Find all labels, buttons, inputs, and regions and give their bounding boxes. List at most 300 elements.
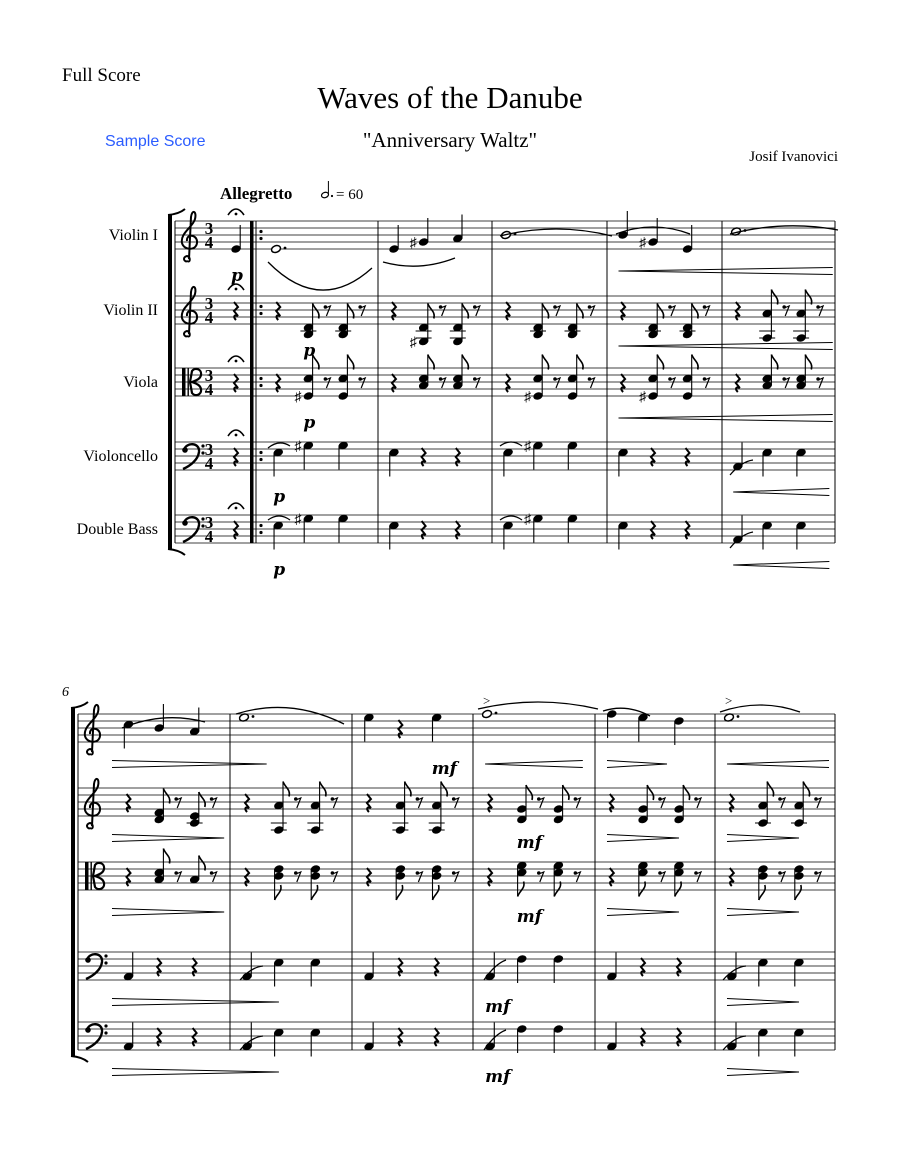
note	[638, 713, 649, 742]
time-signature-numerator: 3	[204, 513, 214, 532]
eighth-flag	[657, 355, 663, 370]
hairpin-line	[112, 764, 267, 768]
dynamic-marking: mf	[431, 759, 458, 779]
repeat-dot	[259, 377, 262, 380]
bass-clef-icon	[182, 444, 204, 469]
repeat-dot	[259, 230, 262, 233]
chord	[271, 782, 290, 835]
sharp-accidental: ♯	[294, 439, 302, 455]
eighth-rest-icon	[670, 306, 675, 316]
chord	[553, 785, 569, 824]
eighth-rest-icon	[705, 378, 710, 388]
instrument-name: Double Bass	[76, 521, 158, 538]
repeat-dot	[259, 312, 262, 315]
hairpin-line	[619, 346, 833, 350]
note	[606, 1023, 617, 1052]
note	[389, 521, 400, 550]
note	[273, 958, 284, 987]
hairpin-line	[112, 1069, 279, 1073]
diminuendo-hairpin	[607, 909, 679, 916]
chord	[567, 355, 583, 401]
hairpin-line	[733, 562, 829, 566]
note	[524, 513, 543, 543]
crescendo-hairpin	[619, 268, 833, 275]
instrument-name: Violin II	[103, 302, 158, 319]
eighth-flag	[275, 885, 281, 900]
eighth-rest-icon	[780, 872, 785, 882]
eighth-rest-icon	[590, 378, 595, 388]
diminuendo-hairpin	[727, 1069, 799, 1076]
note	[410, 218, 429, 251]
hairpin-line	[727, 835, 799, 839]
note	[524, 440, 543, 470]
note	[338, 441, 349, 470]
chord	[639, 355, 664, 406]
chord	[680, 304, 699, 340]
eighth-rest-icon	[696, 798, 701, 808]
slur	[730, 226, 838, 234]
tempo-marking: Allegretto	[220, 184, 293, 203]
dynamic-marking: mf	[516, 907, 543, 927]
note	[674, 716, 685, 745]
bass-clef-icon	[85, 954, 107, 979]
bass-clef-dot	[201, 451, 204, 454]
note	[503, 448, 514, 477]
time-signature-numerator: 3	[204, 294, 214, 313]
diminuendo-hairpin	[727, 999, 799, 1006]
diminuendo-hairpin	[112, 999, 279, 1006]
eighth-flag	[577, 355, 583, 370]
note	[294, 440, 313, 470]
time-signature-denominator: 4	[204, 233, 214, 252]
eighth-flag	[428, 355, 434, 370]
chord	[516, 861, 527, 897]
hairpin-line	[733, 489, 829, 493]
note	[796, 521, 807, 550]
note	[294, 513, 313, 543]
repeat-start-thick-barline	[250, 221, 254, 543]
time-signature-numerator: 3	[204, 366, 214, 385]
hairpin-line	[727, 1072, 799, 1076]
dotted-half-note-icon	[321, 181, 333, 199]
dynamic-marking: mf	[485, 1067, 511, 1087]
note	[618, 521, 629, 550]
eighth-flag	[163, 789, 169, 804]
eighth-rest-icon	[332, 872, 337, 882]
chord	[682, 355, 698, 401]
eighth-flag	[433, 885, 439, 900]
chord	[187, 792, 206, 828]
eighth-rest-icon	[660, 798, 665, 808]
note	[794, 1028, 805, 1057]
alto-clef-bar	[91, 862, 92, 890]
chord	[755, 782, 774, 828]
chord	[392, 782, 411, 835]
eighth-flag	[759, 885, 765, 900]
note	[762, 448, 773, 477]
hairpin-line	[733, 565, 829, 569]
eighth-flag	[692, 304, 698, 319]
sample-score-watermark: Sample Score	[105, 133, 206, 150]
bass-clef-icon	[182, 517, 204, 542]
note	[189, 708, 200, 737]
chord	[154, 849, 170, 885]
eighth-rest-icon	[575, 872, 580, 882]
eighth-flag	[563, 785, 569, 800]
eighth-rest-icon	[325, 378, 330, 388]
staff-viola	[123, 366, 835, 399]
chord	[418, 355, 434, 391]
instrument-name: Violin I	[108, 227, 158, 244]
chord	[410, 304, 435, 351]
treble-clef-icon	[85, 779, 100, 828]
sharp-accidental: ♯	[524, 390, 531, 405]
hairpin-line	[607, 764, 667, 768]
slur	[500, 516, 522, 520]
bass-clef-dot	[201, 444, 204, 447]
chord	[553, 861, 564, 897]
eighth-rest-icon	[417, 798, 422, 808]
chord	[294, 355, 319, 406]
note	[553, 954, 564, 983]
eighth-rest-icon	[555, 378, 560, 388]
dynamic-marking: p	[273, 487, 286, 507]
slur	[383, 258, 455, 266]
eighth-flag	[771, 290, 777, 305]
hairpin-line	[485, 761, 583, 765]
note	[231, 225, 242, 254]
chord	[154, 789, 170, 825]
eighth-rest-icon	[296, 798, 301, 808]
diminuendo-hairpin	[727, 835, 799, 842]
time-signature-denominator: 4	[204, 454, 214, 473]
eighth-rest-icon	[590, 306, 595, 316]
note	[726, 953, 737, 982]
hairpin-line	[607, 909, 679, 913]
measure-number: 6	[62, 685, 69, 700]
sharp-accidental: ♯	[409, 335, 417, 351]
repeat-dot	[259, 531, 262, 534]
diminuendo-hairpin	[112, 761, 267, 768]
eighth-flag	[675, 882, 681, 897]
note	[273, 521, 284, 550]
chord	[273, 864, 284, 900]
hairpin-line	[727, 912, 799, 916]
note	[389, 225, 400, 254]
eighth-flag	[526, 785, 532, 800]
staff-violin-i	[78, 714, 835, 742]
eighth-flag	[683, 785, 689, 800]
eighth-flag	[347, 304, 353, 319]
dynamic-marking: p	[303, 341, 316, 361]
note	[553, 1024, 564, 1053]
repeat-dot	[259, 305, 262, 308]
hairpin-line	[112, 999, 279, 1003]
eighth-rest-icon	[296, 872, 301, 882]
eighth-rest-icon	[332, 798, 337, 808]
eighth-rest-icon	[475, 378, 480, 388]
composer-name: Josif Ivanovici	[749, 149, 838, 165]
eighth-rest-icon	[555, 306, 560, 316]
crescendo-hairpin	[733, 489, 829, 496]
eighth-flag	[805, 355, 811, 370]
time-signature-denominator: 4	[204, 527, 214, 546]
hairpin-line	[727, 1069, 799, 1073]
chord	[431, 864, 442, 900]
slur	[500, 442, 522, 446]
fermata-dot	[235, 360, 238, 363]
eighth-rest-icon	[784, 306, 789, 316]
staff-violoncello	[78, 952, 835, 980]
chord	[796, 355, 812, 391]
note	[389, 448, 400, 477]
note	[363, 1023, 374, 1052]
chord	[452, 355, 468, 391]
eighth-rest-icon	[816, 798, 821, 808]
alto-clef-bar	[188, 368, 189, 396]
sharp-accidental: ♯	[639, 236, 646, 251]
sharp-accidental: ♯	[409, 236, 417, 251]
chord	[758, 864, 769, 900]
chord	[307, 782, 326, 835]
eighth-flag	[313, 304, 319, 319]
chord	[794, 864, 805, 900]
instrument-name: Viola	[123, 374, 158, 391]
note	[363, 953, 374, 982]
eighth-flag	[542, 355, 548, 370]
augmentation-dot	[737, 715, 740, 718]
note	[606, 953, 617, 982]
time-signature-numerator: 3	[204, 219, 214, 238]
hairpin-line	[727, 999, 799, 1003]
eighth-flag	[283, 782, 289, 797]
crescendo-hairpin	[485, 761, 583, 768]
bass-clef-dot	[104, 954, 107, 957]
eighth-rest-icon	[454, 798, 459, 808]
note	[796, 448, 807, 477]
note	[758, 958, 769, 987]
hairpin-line	[619, 343, 833, 347]
tempo-value: = 60	[336, 187, 364, 203]
hairpin-line	[112, 1002, 279, 1006]
bass-clef-dot	[201, 517, 204, 520]
eighth-flag	[639, 882, 645, 897]
alto-clef-bar	[182, 368, 186, 396]
staff-double-bass	[78, 1022, 835, 1050]
eighth-flag	[657, 304, 663, 319]
score-subtitle: "Anniversary Waltz"	[362, 128, 538, 152]
eighth-flag	[163, 849, 169, 864]
eighth-rest-icon	[818, 306, 823, 316]
note	[726, 1023, 737, 1052]
music-notation	[71, 209, 838, 1087]
hairpin-line	[607, 761, 667, 765]
eighth-rest-icon	[325, 306, 330, 316]
hairpin-line	[619, 271, 833, 275]
note	[452, 215, 463, 244]
slur	[268, 516, 290, 520]
eighth-flag	[320, 782, 326, 797]
eighth-flag	[803, 782, 809, 797]
hairpin-line	[112, 761, 267, 765]
eighth-flag	[518, 882, 524, 897]
chord	[565, 304, 584, 340]
score-type-label: Full Score	[62, 65, 141, 86]
eighth-rest-icon	[575, 798, 580, 808]
eighth-flag	[428, 304, 434, 319]
bracket-curl	[71, 702, 88, 708]
treble-clef-icon	[182, 287, 197, 336]
eighth-rest-icon	[539, 872, 544, 882]
hairpin-line	[607, 912, 679, 916]
chord	[791, 782, 810, 828]
score-title: Waves of the Danube	[317, 80, 583, 115]
eighth-flag	[462, 355, 468, 370]
bass-clef-dot	[182, 520, 188, 526]
augmentation-dot	[252, 715, 255, 718]
staff-violin-i	[109, 219, 835, 252]
hairpin-line	[485, 764, 583, 768]
hairpin-line	[727, 764, 829, 768]
bracket-curl	[71, 1056, 88, 1062]
crescendo-hairpin	[733, 562, 829, 569]
eighth-rest-icon	[670, 378, 675, 388]
eighth-rest-icon	[454, 872, 459, 882]
hairpin-line	[619, 418, 833, 422]
hairpin-line	[619, 268, 833, 272]
fermata-dot	[235, 507, 238, 510]
diminuendo-hairpin	[727, 909, 799, 916]
eighth-flag	[311, 885, 317, 900]
bass-clef-dot	[85, 957, 91, 963]
note	[273, 448, 284, 477]
eighth-flag	[396, 885, 402, 900]
note	[567, 441, 578, 470]
notehead	[271, 244, 282, 253]
repeat-dot	[259, 237, 262, 240]
eighth-rest-icon	[441, 378, 446, 388]
treble-clef-stroke	[85, 705, 100, 754]
note	[338, 514, 349, 543]
chord	[338, 355, 354, 401]
note	[310, 1028, 321, 1057]
chord	[645, 304, 664, 340]
eighth-rest-icon	[696, 872, 701, 882]
slur	[268, 262, 372, 290]
slur	[478, 702, 598, 709]
crescendo-hairpin	[727, 761, 829, 768]
chord	[759, 290, 778, 343]
sharp-accidental: ♯	[524, 512, 531, 528]
bass-clef-dot	[85, 1027, 91, 1033]
hairpin-line	[727, 838, 799, 842]
crescendo-hairpin	[619, 343, 833, 350]
hairpin-line	[733, 492, 829, 496]
note	[310, 958, 321, 987]
eighth-rest-icon	[360, 306, 365, 316]
repeat-dot	[259, 384, 262, 387]
dynamic-marking: p	[273, 560, 286, 580]
bass-clef-dot	[182, 447, 188, 453]
staff-violin-ii	[103, 294, 835, 327]
diminuendo-hairpin	[112, 909, 224, 916]
eighth-flag	[795, 885, 801, 900]
treble-clef-icon	[85, 705, 100, 754]
note	[762, 521, 773, 550]
note	[606, 709, 617, 738]
chord	[530, 304, 549, 340]
eighth-flag	[767, 782, 773, 797]
bracket-curl	[168, 209, 185, 215]
eighth-flag	[462, 304, 468, 319]
dynamic-marking: p	[231, 266, 243, 286]
bass-clef-dot	[104, 1031, 107, 1034]
eighth-rest-icon	[818, 378, 823, 388]
eighth-rest-icon	[441, 306, 446, 316]
note	[567, 514, 578, 543]
eighth-rest-icon	[705, 306, 710, 316]
chord	[310, 864, 321, 900]
repeat-dot	[259, 451, 262, 454]
treble-clef-icon	[182, 212, 197, 261]
note	[639, 218, 658, 251]
eighth-rest-icon	[176, 872, 181, 882]
note	[618, 448, 629, 477]
time-signature-denominator: 4	[204, 380, 214, 399]
eighth-rest-icon	[660, 872, 665, 882]
hairpin-line	[727, 761, 829, 765]
dynamic-marking: mf	[485, 997, 511, 1017]
note	[123, 953, 134, 982]
treble-clef-stroke	[182, 287, 197, 336]
sharp-accidental: ♯	[294, 512, 302, 528]
note	[516, 954, 527, 983]
note	[682, 225, 693, 254]
eighth-rest-icon	[360, 378, 365, 388]
eighth-rest-icon	[475, 306, 480, 316]
chord	[762, 355, 778, 391]
dynamic-marking: p	[303, 413, 316, 433]
hairpin-line	[112, 909, 224, 913]
crescendo-hairpin	[619, 415, 833, 422]
repeat-dot	[259, 458, 262, 461]
chord	[300, 304, 319, 340]
chord	[516, 785, 532, 824]
hairpin-line	[607, 835, 679, 839]
chord	[395, 864, 406, 900]
chord	[674, 861, 685, 897]
treble-clef-stroke	[85, 779, 100, 828]
note	[271, 244, 287, 253]
sharp-accidental: ♯	[294, 390, 302, 405]
bass-clef-icon	[85, 1024, 107, 1049]
note	[758, 1028, 769, 1057]
bass-clef-dot	[104, 961, 107, 964]
note	[516, 1024, 527, 1053]
eighth-flag	[554, 882, 560, 897]
accent-mark: >	[725, 693, 733, 708]
note	[189, 856, 205, 885]
time-signature-denominator: 4	[204, 308, 214, 327]
diminuendo-hairpin	[607, 835, 679, 842]
diminuendo-hairpin	[607, 761, 667, 768]
diminuendo-hairpin	[112, 1069, 279, 1076]
eighth-flag	[199, 856, 205, 871]
eighth-flag	[347, 355, 353, 370]
note	[503, 521, 514, 550]
hairpin-line	[112, 1072, 279, 1076]
slur	[268, 443, 290, 448]
